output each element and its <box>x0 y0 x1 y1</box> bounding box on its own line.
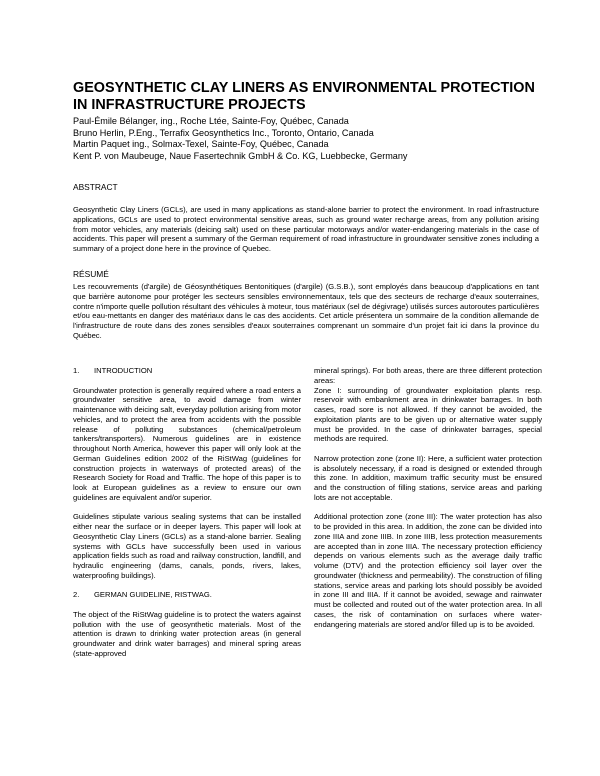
section-heading-introduction <box>73 366 301 376</box>
body-paragraph: mineral springs). For both areas, there are three different protection areas: <box>314 366 542 385</box>
right-column <box>314 366 542 639</box>
section-title: INTRODUCTION <box>94 366 153 375</box>
paper-title: GEOSYNTHETIC CLAY LINERS AS ENVIRONMENTAL PROTECTION IN INFRASTRUCTURE PROJECTS <box>73 80 535 113</box>
section-number: 1. <box>73 366 80 375</box>
author-line: Paul-Émile Bélanger, ing., Roche Ltée, Sainte-Foy, Québec, Canada <box>73 116 349 126</box>
body-paragraph-zone-2: Narrow protection zone (zone II): Here, a sufficient water protection is absolutely necessary, if a road is designed or extended through this zone. In addition, maximum traffic security must be ensured and the construction of filling stations, service areas and parking lots are not acceptable. <box>314 453 542 502</box>
author-line: Martin Paquet ing., Solmax-Texel, Sainte-Foy, Québec, Canada <box>73 139 329 150</box>
body-paragraph: The object of the RiStWag guideline is to protect the waters against pollution with the use of geosynthetic materials. Most of the attention is drawn to drinking water protection areas (in general groundwater and drink water barrages) and mineral spring areas (state-approved <box>73 609 301 658</box>
section-number: 2. <box>73 590 80 600</box>
abstract-text: Geosynthetic Clay Liners (GCLs), are used in many applications as stand-alone barrier to protect the environment. In road infrastructure applications, GCLs are used to protect environmental sensitive areas, such as ground water recharge areas, from any pollution arising from motor vehicles, any materials (deicing salt) used on these particular motorways and/or water-endangering materials in the case of accidents. This paper will present a summary of the German requirement of road infrastructure in groundwater sensitive zones including a summary of a project done here in the province of Quebec. <box>73 205 539 254</box>
section-title: GERMAN GUIDELINE, RISTWAG. <box>94 590 212 600</box>
body-paragraph: Groundwater protection is generally required where a road enters a groundwater sensitive area, to avoid damage from winter maintenance with deicing salt, everyday pollution arising from motor vehicles, and to protect the area from accidents with the possible release of polluting substances (chemical/petroleum tankers/transporters). Numerous guidelines are in existence throughout North America, however this paper will only look at the German Guidelines edition 2002 of the RiStWag (guidelines for construction projects in waterways of protected areas) of the Research Society for Road and Traffic. The hope of this paper is to look at European guidelines as a review to ensure our own guidelines are equivalent and/or superior. <box>73 385 301 502</box>
body-paragraph-zone-3: Additional protection zone (zone III): The water protection has also to be provided in this area. In addition, the zone can be divided into zone IIIA and zone IIIB. In zone IIIB, less protection measurements are accepted than in zone IIIA. The necessary protection efficiency depends on various elements such as the average daily traffic volume (DTV) and the protection efficiency soil layer over the groundwater (thickness and permeability). The construction of filling stations, service areas and parking lots should possibly be avoided in zone III and IIIA. If it cannot be avoided, sewage and rainwater must be collected and routed out of the water protection area. In all cases, the risk of contamination on surfaces where water-endangering materials are stored and/or filled up is to be avoided. <box>314 512 542 629</box>
author-line: Bruno Herlin, P.Eng., Terrafix Geosynthetics Inc., Toronto, Ontario, Canada <box>73 127 374 138</box>
abstract-heading: ABSTRACT <box>73 182 118 192</box>
resume-heading: RÉSUMÉ <box>73 269 109 279</box>
left-column <box>73 366 301 668</box>
body-paragraph: Guidelines stipulate various sealing systems that can be installed either near the surface or in deeper layers. This paper will look at Geosynthetic Clay Liners (GCLs) as a stand-alone barrier. Sealing systems with GCLs have successfully been used in various application fields such as road and railway construction, landfill, and hydraulic engineering (dams, canals, ponds, rivers, lakes, waterproofing buildings). <box>73 512 301 580</box>
body-paragraph-zone-1: Zone I: surrounding of groundwater exploitation plants resp. reservoir with embankment area in drinkwater barrages. In both cases, road sore is not allowed. If they cannot be avoided, the exploitation plants are to be given up or alternative water supply must be provided. In the case of drinkwater barrages, special methods are required. <box>314 385 542 444</box>
resume-text: Les recouvrements (d'argile) de Géosynthétiques Bentonitiques (d'argile) (G.S.B.), sont employés dans beaucoup d'applications en tant que barrière autonome pour protéger les secteurs sensibles environnementaux, tels que des secteurs de recharge d'eaux souterraines, contre n'importe quelle pollution résultant des véhicules à moteur, tous matériaux (sel de dégivrage) utilisés surces autoroutes particulières et/ou eau-mettants en danger des matériaux dans le cas des accidents. Cet article présentera un sommaire de la condition allemande de l'infrastructure de route dans des zones sensibles d'eaux souterraines comprenant un sommaire d'un projet fait ici dans la province du Québec. <box>73 282 539 340</box>
section-heading-german-guideline <box>73 590 301 600</box>
author-line: Kent P. von Maubeuge, Naue Fasertechnik GmbH & Co. KG, Luebbecke, Germany <box>73 150 408 161</box>
author-list <box>73 116 553 162</box>
